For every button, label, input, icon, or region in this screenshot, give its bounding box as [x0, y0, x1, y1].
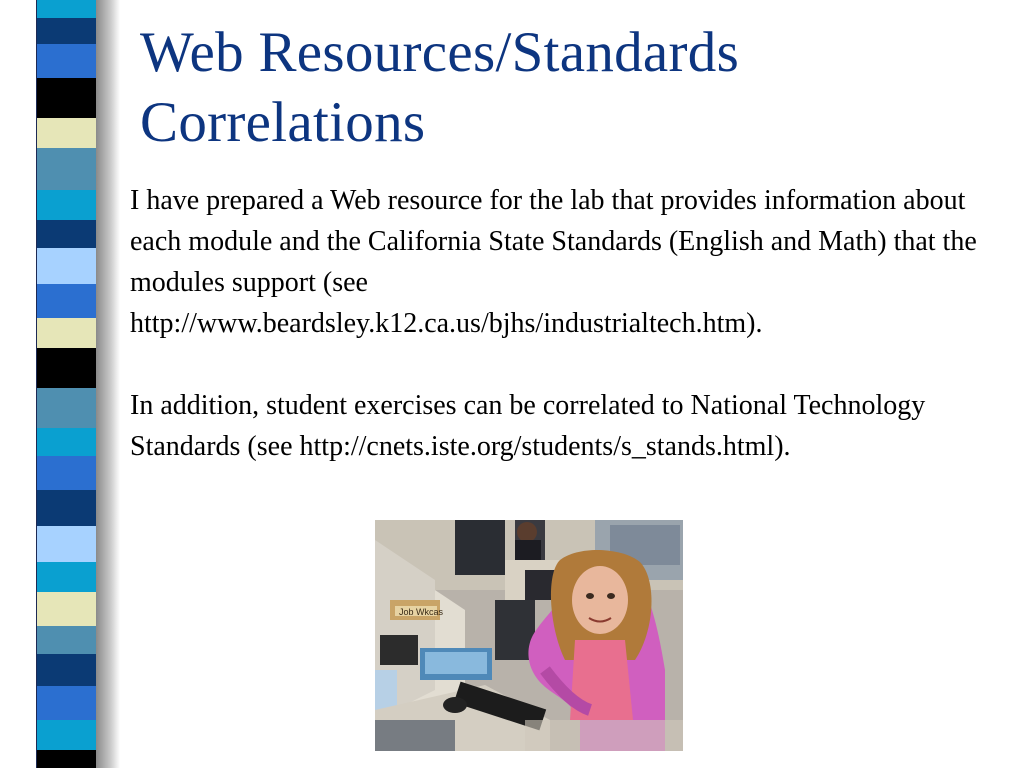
slide-body: [130, 180, 1000, 467]
decorative-stripe-bar: [36, 0, 97, 768]
student-lab-photo: [375, 520, 683, 751]
slide-title: Web Resources/Standards Correlations: [140, 21, 740, 154]
stripe-shadow: [96, 0, 120, 768]
paragraph-technology-standards: In addition, student exercises can be correlated to National Technology Standards (see http://cnets.iste.org/students/s_stands.html).: [130, 390, 926, 462]
paragraph-web-resource: I have prepared a Web resource for the lab that provides information about each module and the California State Standards (English and Math) that the modules support (see http://www.beardsley.k12.ca.us/bjhs/industrialtech.htm).: [130, 185, 977, 339]
sign-text: Job Wkcas: [399, 607, 444, 617]
